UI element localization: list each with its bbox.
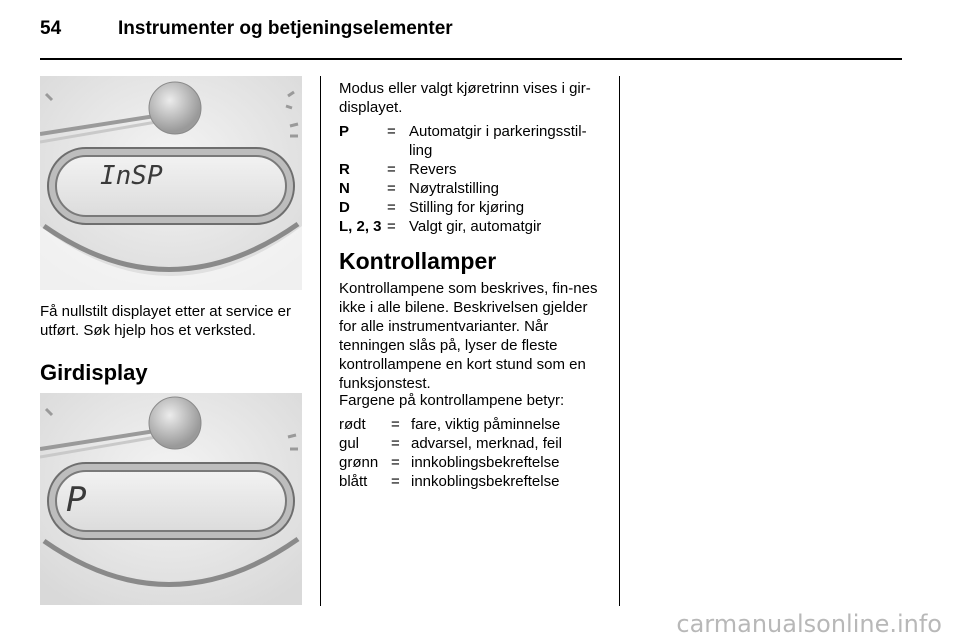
gear-row-r bbox=[339, 160, 605, 179]
color-key: gul bbox=[339, 435, 360, 452]
gear-key: N bbox=[339, 180, 350, 197]
equals-sign: = bbox=[391, 416, 400, 433]
service-reset-paragraph: Få nullstilt displayet etter at service er utført. Søk hjelp hos et verksted. bbox=[40, 303, 291, 339]
gear-key: D bbox=[339, 199, 350, 216]
color-meaning: advarsel, merknad, feil bbox=[411, 435, 562, 452]
color-key: grønn bbox=[339, 454, 379, 471]
gear-description: Valgt gir, automatgir bbox=[409, 218, 542, 235]
gear-key: L, 2, 3 bbox=[339, 218, 382, 235]
display-illustration-gear bbox=[40, 393, 302, 605]
color-definition-list bbox=[339, 415, 605, 491]
header-divider bbox=[40, 58, 902, 60]
color-meaning: fare, viktig påminnelse bbox=[411, 416, 561, 433]
colors-intro: Fargene på kontrollampene betyr: bbox=[339, 392, 565, 409]
column-divider-right bbox=[619, 76, 620, 606]
page-title: Instrumenter og betjeningselementer bbox=[118, 18, 453, 39]
color-row-yellow bbox=[339, 434, 605, 453]
page-number: 54 bbox=[40, 18, 62, 39]
gear-row-p bbox=[339, 122, 605, 160]
equals-sign: = bbox=[391, 435, 400, 452]
kontrollamper-paragraph: Kontrollampene som beskrives, fin-nes ikke i alle bilene. Beskrivelsen gjelder for alle instrumentvarianter. Når tenningen slås på, lyser de fleste kontrollampene en kort stund som en funksjonstest. bbox=[339, 280, 598, 392]
equals-sign: = bbox=[391, 473, 400, 490]
gear-row-d bbox=[339, 198, 605, 217]
section-heading-kontrollamper: Kontrollamper bbox=[339, 248, 497, 274]
equals-sign: = bbox=[387, 180, 396, 197]
equals-sign: = bbox=[387, 218, 396, 235]
color-key: blått bbox=[339, 473, 368, 490]
equals-sign: = bbox=[387, 161, 396, 178]
color-key: rødt bbox=[339, 416, 366, 433]
display-illustration-insp bbox=[40, 76, 302, 290]
gear-description: Stilling for kjøring bbox=[409, 199, 525, 216]
gear-row-l23 bbox=[339, 217, 605, 236]
equals-sign: = bbox=[391, 454, 400, 471]
gear-description: Revers bbox=[409, 161, 457, 178]
color-row-blue bbox=[339, 472, 605, 491]
gear-description: Automatgir i parkeringsstil-ling bbox=[409, 123, 587, 159]
gear-readout: P bbox=[66, 480, 87, 520]
section-heading-girdisplay: Girdisplay bbox=[40, 360, 148, 385]
column-divider bbox=[320, 76, 321, 606]
watermark: carmanualsonline.info bbox=[676, 610, 942, 638]
gear-definition-list bbox=[339, 122, 605, 236]
equals-sign: = bbox=[387, 199, 396, 216]
gear-key: P bbox=[339, 123, 350, 140]
gear-description: Nøytralstilling bbox=[409, 180, 500, 197]
color-meaning: innkoblingsbekreftelse bbox=[411, 454, 560, 471]
gear-key: R bbox=[339, 161, 350, 178]
display-readout: InSP bbox=[100, 161, 163, 191]
color-meaning: innkoblingsbekreftelse bbox=[411, 473, 560, 490]
gear-row-n bbox=[339, 179, 605, 198]
color-row-red bbox=[339, 415, 605, 434]
color-row-green bbox=[339, 453, 605, 472]
gear-intro-paragraph: Modus eller valgt kjøretrinn vises i gir-displayet. bbox=[339, 80, 591, 116]
equals-sign: = bbox=[387, 123, 396, 140]
